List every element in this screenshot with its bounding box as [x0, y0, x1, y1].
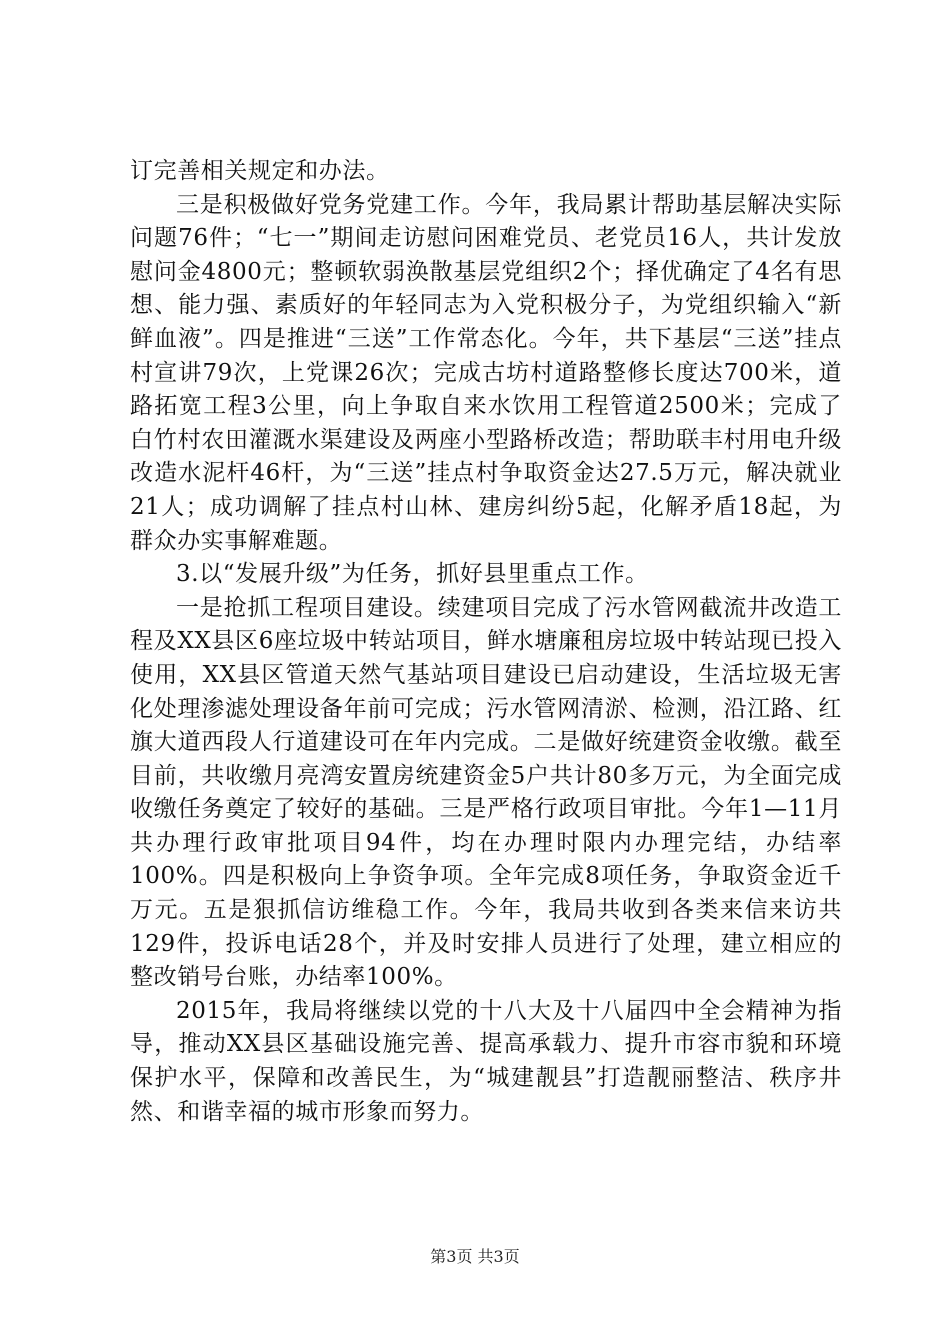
paragraph-continuation: 订完善相关规定和办法。: [130, 158, 390, 184]
document-body: [130, 155, 842, 1129]
paragraph-key-projects: 一是抢抓工程项目建设。续建项目完成了污水管网截流井改造工程及XX县区6座垃圾中转站项目，鲜水塘廉租房垃圾中转站现已投入使用，XX县区管道天然气基站项目建设已启动建设，生活垃圾无害化处理渗滤处理设备年前可完成；污水管网清淤、检测，沿江路、红旗大道西段人行道建设可在年内完成。二是做好统建资金收缴。截至目前，共收缴月亮湾安置房统建资金5户共计80多万元，为全面完成收缴任务奠定了较好的基础。三是严格行政项目审批。今年1—11月共办理行政审批项目94件，均在办理时限内办理完结，办结率100%。四是积极向上争资争项。全年完成8项任务，争取资金近千万元。五是狠抓信访维稳工作。今年，我局共收到各类来信来访共129件，投诉电话28个，并及时安排人员进行了处理，建立相应的整改销号台账，办结率100%。: [130, 594, 842, 991]
paragraph-2015-plan: 2015年，我局将继续以党的十八大及十八届四中全会精神为指导，推动XX县区基础设施完善、提高承载力、提升市容市貌和环境保护水平，保障和改善民生，为“城建靓县”打造靓丽整洁、秩序井然、和谐幸福的城市形象而努力。: [130, 997, 842, 1125]
page-footer: 第3页 共3页: [430, 1247, 520, 1266]
paragraph-party-work: 三是积极做好党务党建工作。今年，我局累计帮助基层解决实际问题76件；“七一”期间走访慰问困难党员、老党员16人，共计发放慰问金4800元；整顿软弱涣散基层党组织2个；择优确定了4名有思想、能力强、素质好的年轻同志为入党积极分子，为党组织输入“新鲜血液”。四是推进“三送”工作常态化。今年，共下基层“三送”挂点村宣讲79次，上党课26次；完成古坊村道路整修长度达700米，道路拓宽工程3公里，向上争取自来水饮用工程管道2500米；完成了白竹村农田灌溉水渠建设及两座小型路桥改造；帮助联丰村用电升级改造水泥杆46杆，为“三送”挂点村争取资金达27.5万元，解决就业21人；成功调解了挂点村山林、建房纠纷5起，化解矛盾18起，为群众办实事解难题。: [130, 191, 842, 554]
section-heading-development: 3.以“发展升级”为任务，抓好县里重点工作。: [176, 561, 649, 588]
